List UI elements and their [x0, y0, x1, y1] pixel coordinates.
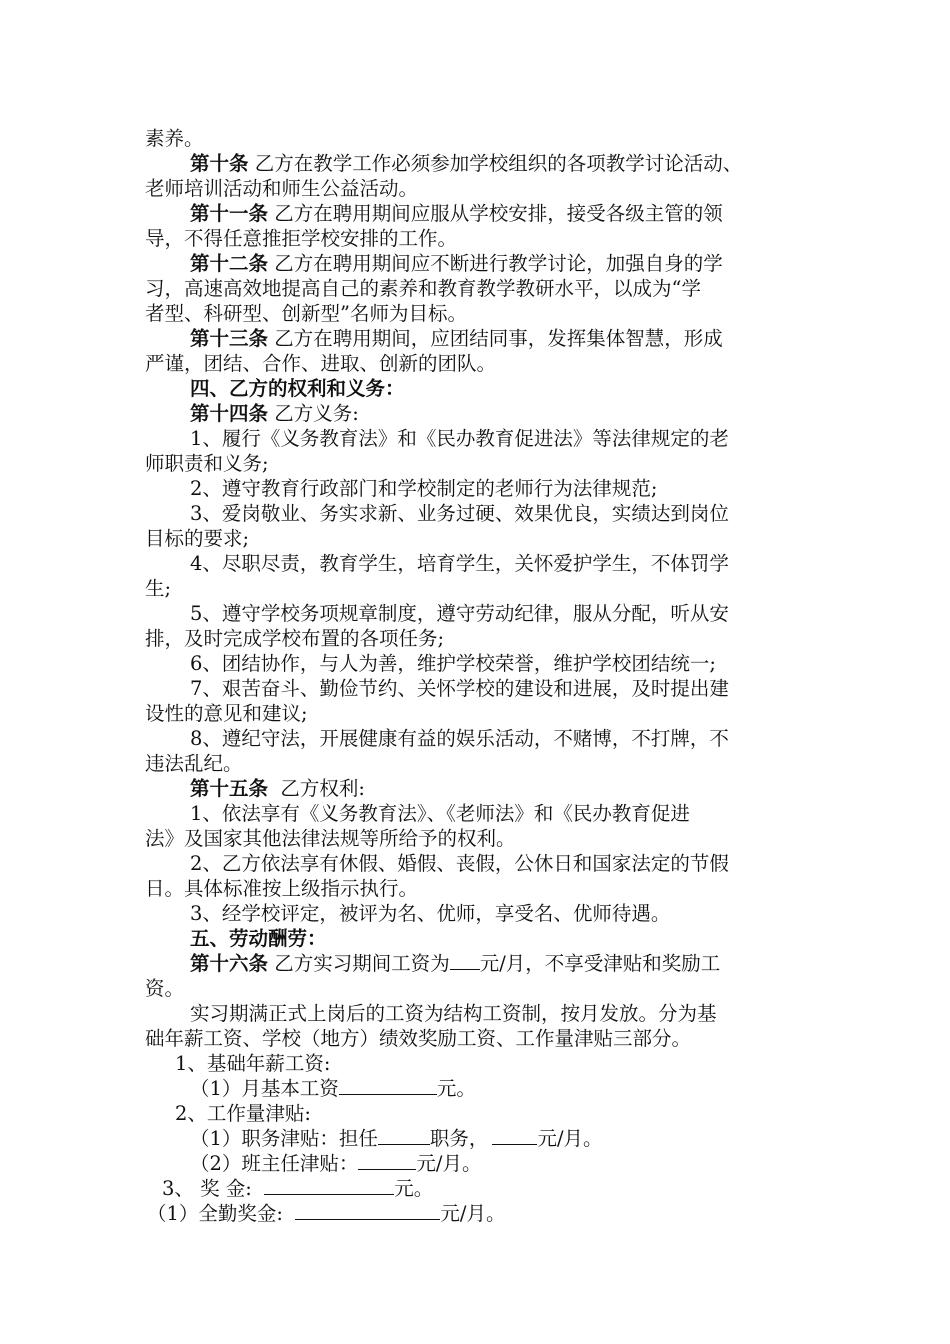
line-text: 2、工作量津贴:: [175, 1102, 311, 1125]
line-text: 3、经学校评定，被评为名、优师，享受名、优师待遇。: [190, 902, 671, 925]
article-12: [190, 251, 723, 277]
line-text: 4、尽职尽责，教育学生，培育学生，关怀爱护学生，不体罚学: [190, 552, 729, 575]
list-item: [190, 551, 729, 577]
article-16: [190, 951, 720, 977]
line-text: 乙方权利:: [280, 777, 365, 800]
text-line: [145, 626, 444, 652]
line-text: 2、遵守教育行政部门和学校制定的老师行为法律规范;: [190, 477, 658, 500]
list-item: [190, 901, 670, 927]
line-text: 实习期满正式上岗后的工资为结构工资制，按月发放。分为基: [190, 1002, 717, 1025]
text-line: [145, 876, 418, 902]
list-item: [162, 1176, 433, 1202]
line-text: 生;: [145, 577, 172, 600]
line-text: 习，高速高效地提高自己的素养和教育教学教研水平，以成为“学: [145, 277, 701, 300]
text-line: [190, 1001, 717, 1027]
text-line: [145, 451, 269, 477]
text-line: [145, 351, 496, 377]
blank-field: [492, 1126, 537, 1145]
article-heading: 第十四条: [190, 402, 269, 425]
list-item: [190, 1151, 482, 1177]
text-line: [145, 1026, 691, 1052]
line-text: 础年薪工资、学校（地方）绩效奖励工资、工作量津贴三部分。: [145, 1027, 692, 1050]
line-text: 日。具体标准按上级指示执行。: [145, 877, 419, 900]
line-text: 5、遵守学校务项规章制度，遵守劳动纪律，服从分配，听从安: [190, 602, 729, 625]
line-text: 1、依法享有《义务教育法》、《老师法》和《民办教育促进: [190, 802, 690, 825]
list-item: [147, 1201, 505, 1227]
line-text: 设性的意见和建议;: [145, 702, 308, 725]
list-item: [190, 1076, 476, 1102]
section-heading-4: [190, 376, 405, 402]
line-text: 乙方在教学工作必须参加学校组织的各项教学讨论活动、: [254, 152, 743, 175]
line-text: 6、团结协作，与人为善，维护学校荣誉，维护学校团结统一;: [190, 652, 716, 675]
text-line: [145, 526, 249, 552]
line-text: 元/月，不享受津贴和奖励工: [479, 952, 721, 975]
blank-field: [358, 1151, 416, 1170]
article-10: [190, 151, 742, 177]
line-text: 目标的要求;: [145, 527, 250, 550]
list-item: [175, 1101, 311, 1127]
line-text: 元/月。: [440, 1202, 506, 1225]
text-line: [145, 276, 701, 302]
line-text: 师职责和义务;: [145, 452, 269, 475]
blank-field: [264, 1176, 394, 1195]
text-line: [145, 826, 516, 852]
line-text: 3、 奖 金:: [162, 1177, 252, 1200]
text-line: [145, 751, 243, 777]
line-text: 2、乙方依法享有休假、婚假、丧假，公休日和国家法定的节假: [190, 852, 729, 875]
list-item: [190, 476, 657, 502]
line-text: 元/月。: [416, 1152, 482, 1175]
line-text: （1）全勤奖金:: [147, 1202, 283, 1225]
blank-field: [378, 1126, 430, 1145]
article-11: [190, 201, 723, 227]
list-item: [190, 801, 690, 827]
line-text: 3、爱岗敬业、务实求新、业务过硬、效果优良，实绩达到岗位: [190, 502, 729, 525]
line-text: 乙方义务:: [274, 402, 359, 425]
line-text: 乙方在聘用期间应不断进行教学讨论，加强自身的学: [274, 252, 723, 275]
list-item: [175, 1051, 330, 1077]
line-text: 乙方实习期间工资为: [274, 952, 450, 975]
line-text: （2）班主任津贴：: [190, 1152, 359, 1175]
list-item: [190, 851, 729, 877]
line-text: 老师培训活动和师生公益活动。: [145, 177, 419, 200]
line-text: 排，及时完成学校布置的各项任务;: [145, 627, 445, 650]
section-title: 五、劳动酬劳：: [190, 927, 327, 950]
list-item: [190, 651, 716, 677]
section-heading-5: [190, 926, 327, 952]
list-item: [190, 726, 729, 752]
line-text: 1、基础年薪工资:: [175, 1052, 331, 1075]
line-text: 素养。: [145, 127, 204, 150]
line-text: 元/月。: [537, 1127, 603, 1150]
line-text: 职务，: [429, 1127, 489, 1150]
line-text: 乙方在聘用期间，应团结同事，发挥集体智慧，形成: [274, 327, 723, 350]
line-text: 违法乱纪。: [145, 752, 243, 775]
text-line: [145, 226, 457, 252]
line-text: 者型、科研型、创新型”名师为目标。: [145, 302, 467, 325]
list-item: [190, 676, 729, 702]
line-text: 元。: [394, 1177, 434, 1200]
article-heading: 第十五条: [190, 777, 269, 800]
line-text: 7、艰苦奋斗、勤俭节约、关怀学校的建设和进展，及时提出建: [190, 677, 729, 700]
article-heading: 第十二条: [190, 252, 269, 275]
text-line: [145, 126, 204, 152]
line-text: 资。: [145, 977, 185, 1000]
blank-field: [450, 951, 480, 970]
line-text: 元。: [436, 1077, 476, 1100]
text-line: [145, 701, 308, 727]
article-heading: 第十条: [190, 152, 249, 175]
article-heading: 第十六条: [190, 952, 269, 975]
line-text: 1、履行《义务教育法》和《民办教育促进法》等法律规定的老: [190, 427, 729, 450]
line-text: 导，不得任意推拒学校安排的工作。: [145, 227, 458, 250]
blank-field: [339, 1076, 437, 1095]
line-text: 8、遵纪守法，开展健康有益的娱乐活动，不赌博，不打牌，不: [190, 727, 729, 750]
blank-field: [295, 1201, 440, 1220]
text-line: [145, 176, 418, 202]
article-heading: 第十三条: [190, 327, 269, 350]
article-13: [190, 326, 723, 352]
line-text: （1）月基本工资: [190, 1077, 339, 1100]
list-item: [190, 501, 729, 527]
list-item: [190, 426, 729, 452]
list-item: [190, 601, 729, 627]
text-line: [145, 301, 467, 327]
text-line: [145, 976, 184, 1002]
line-text: 严谨，团结、合作、进取、创新的团队。: [145, 352, 497, 375]
section-title: 四、乙方的权利和义务：: [190, 377, 405, 400]
text-line: [145, 576, 171, 602]
line-text: 法》及国家其他法律法规等所给予的权利。: [145, 827, 516, 850]
article-heading: 第十一条: [190, 202, 269, 225]
list-item: [190, 1126, 603, 1152]
article-14: [190, 401, 359, 427]
line-text: 乙方在聘用期间应服从学校安排，接受各级主管的领: [274, 202, 723, 225]
line-text: （1）职务津贴：担任: [190, 1127, 378, 1150]
article-15: [190, 776, 365, 802]
